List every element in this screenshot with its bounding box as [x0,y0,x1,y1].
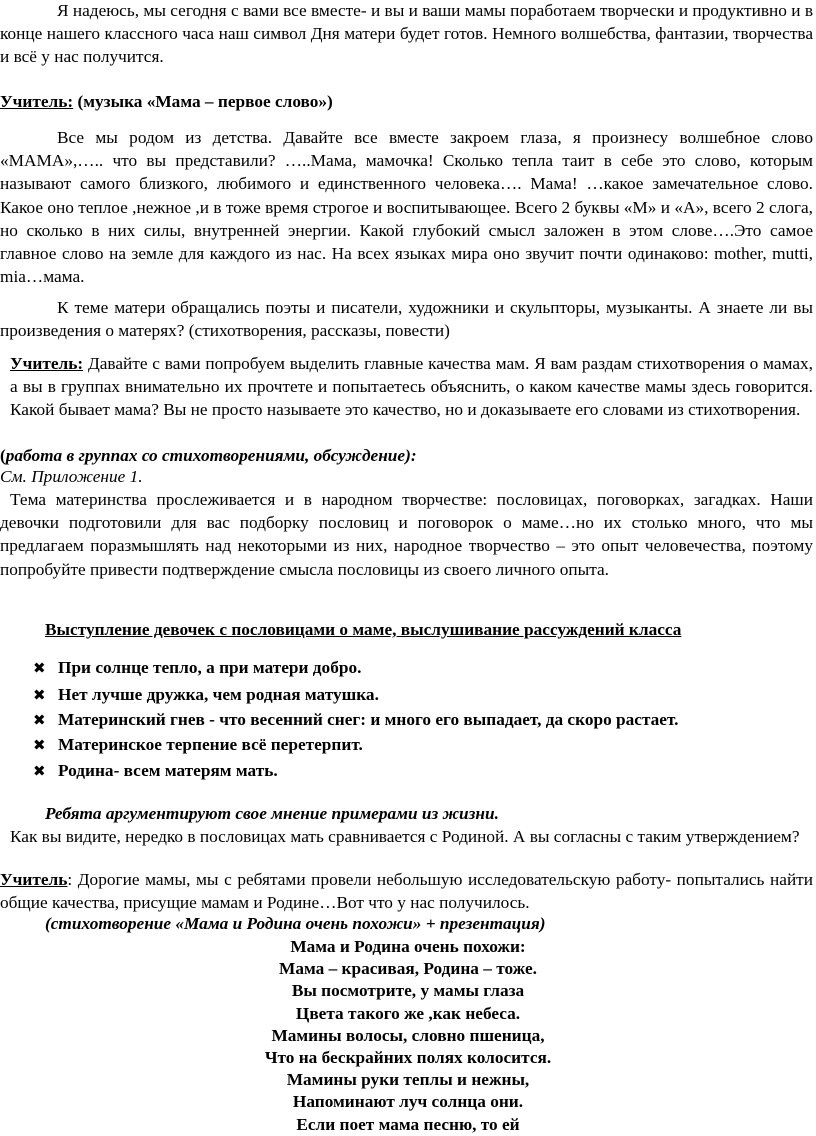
proverb-item: ✖ Родина- всем матерям мать. [33,759,278,783]
poem-line: Мама и Родина очень похожи: [290,937,526,956]
music-note: (музыка «Мама – первое слово») [77,92,333,111]
teacher-research-text: : Дорогие мамы, мы с ребятами провели небольшую исследовательскую работу- попытались найти общие качества, присущие мамам и Родине…Вот что у нас получилось. [0,870,813,913]
teacher-task-text: Давайте с вами попробуем выделить главные качества мам. Я вам раздам стихотворения о мамах, а вы в группах внимательно их прочтете и попытаетесь объяснить, о каком качестве мамы здесь говорится. Какой бывает мама? Вы не просто называете это качество, но и доказываете его словами из стихотворения. [10,354,813,420]
group-work-note: (работа в группах со стихотворениями, обсуждение): [0,446,417,465]
paragraph-mama-word: Все мы родом из детства. Давайте все вместе закроем глаза, я произнесу волшебное слово «МАМА»,….. что вы представили? …..Мама, мамочка! Сколько тепла таит в себе это слово, которым называют самого близкого, любимого и единственного человека…. Мама! …какое замечательное слово. Какое оно теплое ,нежное ,и в тоже время строгое и воспитывающее. Всего 2 буквы «М» и «А», всего 2 слога, но сколько в них силы, внутренней энергии. Какой глубокий смысл заложен в этом слове….Это самое главное слово на земле для каждого из нас. На всех языках мира оно звучит почти одинаково: mother, mutti, mia…мама. [0,128,813,287]
proverb-item: ✖ Материнский гнев - что весенний снег: и много его выпадает, да скоро растает. [33,708,679,732]
poem-presentation-note: (стихотворение «Мама и Родина очень похожи» + презентация) [45,914,546,933]
appendix-reference: См. Приложение 1. [0,467,143,486]
proverbs-heading: Выступление девочек с пословицами о маме, выслушивание рассуждений класса [45,620,682,639]
proverb-item: ✖ Материнское терпение всё перетерпит. [33,733,363,757]
poem-line: Что на бескрайних полях колосится. [264,1048,552,1068]
poem-line: Напоминают луч солнца они. [292,1092,524,1112]
poem-line: Мама – красивая, Родина – тоже. [279,959,537,979]
x-mark-icon: ✖ [33,762,46,780]
paragraph-folk-art: Тема материнства прослеживается и в народном творчестве: пословицах, поговорках, загадках. Наши девочки подготовили для вас подборку пословиц и поговорок о маме…но их столько много, что мы предлагаем поразмышлять над некоторыми из них, народное творчество – это опыт человечества, поэтому попробуйте привести подтверждение смысла пословицы из своего личного опыта. [0,490,813,579]
x-mark-icon: ✖ [33,711,46,729]
poem-block [0,936,816,1136]
teacher-label: Учитель: [10,354,84,373]
poem-line: Если поет мама песню, то ей [296,1114,520,1134]
poem-line: Вы посмотрите, у мамы глаза [291,981,525,1001]
x-mark-icon: ✖ [33,686,46,704]
paragraph-motherland: Как вы видите, нередко в пословицах мать сравнивается с Родиной. А вы согласны с таким утверждением? [10,827,800,846]
x-mark-icon: ✖ [33,659,46,677]
proverb-item: ✖ Нет лучше дружка, чем родная матушка. [33,683,379,707]
teacher-label: Учитель [0,870,68,889]
poem-line: Мамины руки теплы и нежны, [286,1070,530,1090]
poem-line: Цвета такого же ,как небеса. [295,1003,521,1023]
argument-note: Ребята аргументируют свое мнение примерами из жизни. [45,804,499,823]
proverb-item: ✖ При солнце тепло, а при матери добро. [33,656,361,680]
paragraph-mother-theme: К теме матери обращались поэты и писатели, художники и скульпторы, музыканты. А знаете ли вы произведения о матерях? (стихотворения, рассказы, повести) [0,298,813,341]
teacher-label: Учитель: [0,92,74,111]
teacher-music-line [0,90,813,113]
x-mark-icon: ✖ [33,736,46,754]
poem-line: Мамины волосы, словно пшеница, [271,1025,545,1045]
paragraph-intro: Я надеюсь, мы сегодня с вами все вместе- и вы и ваши мамы поработаем творчески и продуктивно и в конце нашего классного часа наш символ Дня матери будет готов. Немного волшебства, фантазии, творчества и всё у нас получится. [0,1,813,67]
teacher-research-paragraph [0,868,813,914]
teacher-task-paragraph [10,352,813,422]
